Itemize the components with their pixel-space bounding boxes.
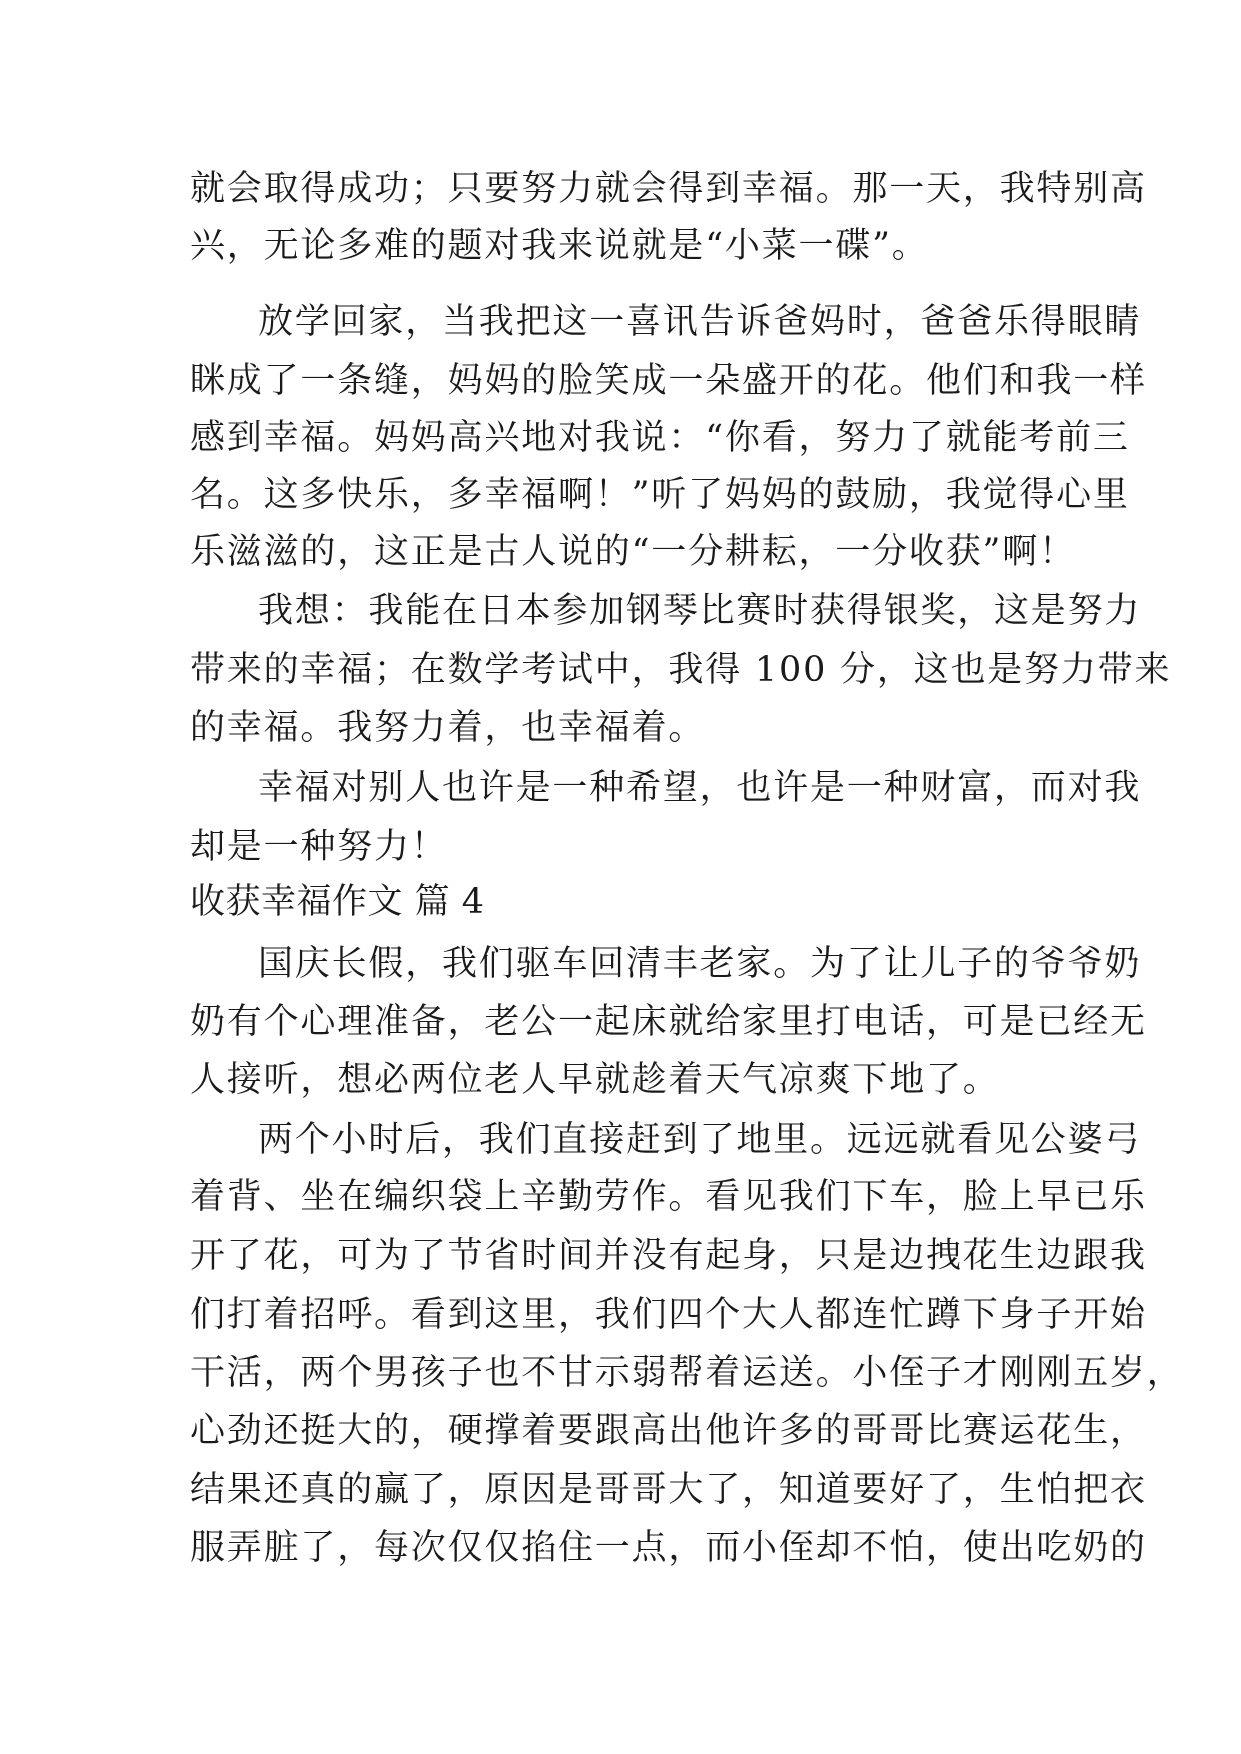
text-line: 感到幸福。妈妈高兴地对我说：“你看，努力了就能考前三: [190, 418, 1130, 458]
text-line: 乐滋滋的，这正是古人说的“一分耕耘，一分收获”啊！: [190, 532, 1076, 572]
text-line: 放学回家，当我把这一喜讯告诉爸妈时，爸爸乐得眼睛: [258, 302, 1142, 342]
text-line: 就会取得成功；只要努力就会得到幸福。那一天，我特别高: [190, 169, 1147, 209]
text-line: 带来的幸福；在数学考试中，我得 100 分，这也是努力带来: [190, 650, 1172, 690]
text-line: 结果还真的赢了，原因是哥哥大了，知道要好了，生怕把衣: [190, 1470, 1147, 1510]
text-line: 却是一种努力！: [190, 827, 448, 867]
text-line: 们打着招呼。看到这里，我们四个大人都连忙蹲下身子开始: [190, 1295, 1147, 1335]
text-line: 兴，无论多难的题对我来说就是“小菜一碟”。: [190, 226, 929, 266]
text-line: 我想：我能在日本参加钢琴比赛时获得银奖，这是努力: [258, 591, 1142, 631]
text-line: 眯成了一条缝，妈妈的脸笑成一朵盛开的花。他们和我一样: [190, 361, 1147, 401]
text-line: 名。这多快乐，多幸福啊！”听了妈妈的鼓励，我觉得心里: [190, 475, 1130, 515]
text-line: 开了花，可为了节省时间并没有起身，只是边拽花生边跟我: [190, 1236, 1147, 1276]
text-line: 人接听，想必两位老人早就趁着天气凉爽下地了。: [190, 1060, 1000, 1100]
text-line: 服弄脏了，每次仅仅掐住一点，而小侄却不怕，使出吃奶的: [190, 1528, 1147, 1568]
text-line: 国庆长假，我们驱车回清丰老家。为了让儿子的爷爷奶: [258, 944, 1142, 984]
text-line: 心劲还挺大的，硬撑着要跟高出他许多的哥哥比赛运花生，: [190, 1411, 1147, 1451]
text-line: 两个小时后，我们直接赶到了地里。远远就看见公婆弓: [258, 1120, 1142, 1160]
section-heading: 收获幸福作文 篇 4: [190, 882, 485, 922]
text-line: 干活，两个男孩子也不甘示弱帮着运送。小侄子才刚刚五岁，: [190, 1353, 1184, 1393]
text-line: 幸福对别人也许是一种希望，也许是一种财富，而对我: [258, 768, 1142, 808]
text-line: 着背、坐在编织袋上辛勤劳作。看见我们下车，脸上早已乐: [190, 1177, 1147, 1217]
text-line: 的幸福。我努力着，也幸福着。: [190, 708, 706, 748]
text-line: 奶有个心理准备，老公一起床就给家里打电话，可是已经无: [190, 1002, 1147, 1042]
